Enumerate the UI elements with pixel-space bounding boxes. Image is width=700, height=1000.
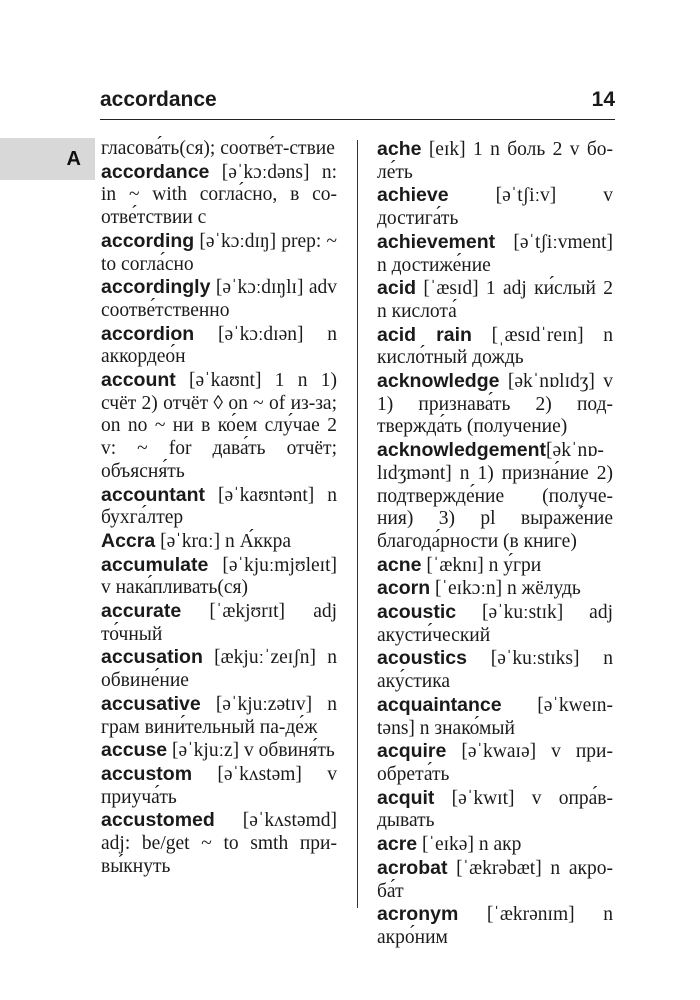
entry-transcription: [əˈkaʊntənt]: [218, 484, 315, 506]
entry-body: n знако́мый: [419, 717, 515, 739]
entry-headword: acorn: [377, 577, 431, 600]
entry-headword: accustomed: [101, 809, 215, 832]
entry-continuation: гласова́ть(ся); соотве́т-ствие: [101, 138, 335, 159]
entry-headword: accountant: [101, 483, 206, 506]
dictionary-entry: [101, 230, 337, 276]
dictionary-entry: [101, 276, 337, 322]
entry-body: n аку́стика: [377, 648, 614, 693]
dictionary-entry: [101, 693, 337, 739]
entry-headword: acre: [377, 833, 418, 856]
entry-headword: acrobat: [377, 856, 448, 879]
letter-tab-label: A: [66, 148, 81, 170]
entry-transcription: [eɪk]: [428, 139, 466, 160]
letter-tab: [0, 138, 95, 180]
entry-headword: acoustics: [377, 647, 467, 670]
entry-body: adj акусти́ческий: [377, 602, 613, 646]
dictionary-entry: [101, 600, 337, 646]
entry-body: n 1) призна́ние 2) подтвержде́ние (получе-ния) 3) pl выраже́ние благода́рности (в книге): [377, 462, 614, 552]
entry-headword: accordance: [101, 160, 210, 183]
entry-body: 1 adj ки́слый 2 n кислота́: [377, 278, 613, 322]
dictionary-entry: [377, 138, 613, 184]
dictionary-entry: [377, 277, 613, 323]
dictionary-entry: [377, 833, 613, 857]
entry-transcription: [əˈkuːstɪk]: [482, 602, 564, 624]
dictionary-entry: [377, 370, 613, 439]
entry-body: n А́ккра: [224, 530, 292, 552]
entry-body: v нака́пливать(ся): [101, 577, 249, 599]
entry-body: n достиже́ние: [377, 254, 491, 276]
entry-body: v приуча́ть: [101, 763, 338, 808]
entry-body: n бухга́лтер: [101, 484, 337, 529]
entry-headword: according: [101, 229, 195, 252]
entry-headword: acronym: [377, 903, 459, 926]
dictionary-entry: [101, 554, 337, 600]
header-rule: [100, 119, 615, 120]
entry-headword: accurate: [101, 600, 182, 623]
entry-headword: acoustic: [377, 601, 457, 624]
entry-body: v 1) признава́ть 2) под-твержда́ть (получение): [377, 371, 614, 438]
entry-transcription: [əˈkʌstəmd]: [242, 810, 337, 832]
entry-body: n: in ~ with согла́сно, в со-отве́тствии с: [101, 161, 337, 229]
column-divider: [357, 140, 358, 908]
entry-transcription: [əˈkʌstəm]: [217, 763, 302, 785]
dictionary-entry: [377, 184, 613, 230]
dictionary-entry: [377, 231, 613, 277]
entry-body: v при-обрета́ть: [377, 741, 613, 785]
entry-body: prep: ~ to согла́сно: [101, 230, 338, 275]
entry-transcription: [əˈkjuːzətɪv]: [215, 693, 313, 715]
entry-body: v обвиня́ть: [244, 740, 335, 762]
dictionary-entry: [101, 484, 337, 530]
right-column: [377, 138, 613, 950]
dictionary-entry: [377, 740, 613, 786]
entry-headword: accumulate: [101, 553, 209, 576]
running-headword: accordance: [100, 88, 217, 111]
entry-body: n грам вини́тельный па-де́ж: [101, 693, 337, 738]
entry-transcription: [ækjuːˈzeɪʃn]: [214, 647, 316, 669]
dictionary-entry: [101, 161, 337, 230]
entry-transcription: [əˈkaʊnt]: [189, 370, 262, 392]
entry-transcription: [əˈkuːstɪks]: [490, 648, 580, 670]
entry-transcription: [əˈkɔːdɪən]: [217, 323, 304, 345]
entry-headword: accusation: [101, 646, 203, 669]
entry-transcription: [əkˈnɒ-lɪdʒmənt]: [377, 440, 604, 484]
entry-body: 1 n 1) счёт 2) отчёт ◊ on ~ of из-за; on no ~ ни в ко́ем слу́чае 2 v: ~ for дава́ть отчёт; объясня́ть: [101, 370, 337, 482]
dictionary-entry: [101, 530, 337, 554]
left-column: [101, 138, 337, 879]
entry-headword: achieve: [377, 184, 449, 207]
page-number: 14: [591, 88, 615, 111]
entry-transcription: [ˈækrənɪm]: [486, 904, 575, 926]
dictionary-entry: [377, 601, 613, 647]
entry-body: adj: be/get ~ to smth при-вы́кнуть: [101, 833, 337, 877]
dictionary-entry: [377, 857, 613, 903]
entry-transcription: [əˈkjuːz]: [172, 740, 240, 762]
entry-transcription: [ˈeɪkə]: [422, 834, 474, 856]
entry-body: 1 n боль 2 v бо-ле́ть: [377, 139, 613, 183]
entry-headword: accuse: [101, 739, 168, 762]
entry-transcription: [əˈtʃiːvment]: [513, 231, 613, 253]
entry-headword: acid: [377, 277, 417, 300]
entry-transcription: [ˈæsɪd]: [423, 278, 479, 300]
entry-transcription: [ˌæsɪdˈreɪn]: [491, 324, 584, 346]
entry-transcription: [əˈkwɪt]: [451, 787, 515, 809]
dictionary-entry: [101, 763, 337, 809]
entry-headword: account: [101, 369, 176, 392]
entry-headword: Accra: [101, 529, 156, 552]
dictionary-entry: [377, 694, 613, 740]
entry-headword: acquaintance: [377, 693, 502, 716]
dictionary-entry: [377, 324, 613, 370]
dictionary-entry: [377, 439, 613, 554]
dictionary-entry: [377, 903, 613, 949]
entry-transcription: [əkˈnɒlɪdʒ]: [507, 371, 595, 393]
entry-body: n обвине́ние: [101, 647, 338, 692]
dictionary-entry: [101, 323, 337, 369]
page-header: [100, 88, 615, 118]
entry-headword: accustom: [101, 762, 193, 785]
dictionary-entry: [377, 647, 613, 693]
entry-body: adv соотве́тственно: [101, 277, 337, 321]
entry-transcription: [əˈkjuːmjʊleɪt]: [222, 554, 337, 576]
entry-transcription: [əˈkrɑː]: [160, 530, 221, 552]
entry-headword: acknowledgement: [377, 439, 547, 462]
entry-transcription: [ˈækrəbæt]: [456, 857, 542, 879]
dictionary-entry: [377, 577, 613, 601]
entry-body: v достига́ть: [377, 185, 614, 230]
entry-body: n аккордео́н: [101, 323, 338, 368]
entry-headword: acid rain: [377, 323, 472, 346]
dictionary-entry: [377, 554, 613, 578]
entry-headword: ache: [377, 138, 422, 160]
dictionary-entry: [101, 739, 337, 763]
entry-transcription: [əˈkweɪn-təns]: [377, 694, 613, 739]
entry-transcription: [əˈtʃiːv]: [495, 185, 557, 207]
entry-body: adj то́чный: [101, 601, 338, 645]
dictionary-entry: [377, 787, 613, 833]
entry-headword: acquit: [377, 786, 435, 809]
entry-headword: accordingly: [101, 276, 211, 299]
dictionary-entry: [101, 809, 337, 878]
entry-body: n акр: [478, 834, 522, 856]
dictionary-entry: [101, 646, 337, 692]
entry-body: v опра́в-дывать: [377, 787, 613, 832]
entry-body: n у́гри: [488, 554, 542, 576]
entry-headword: achievement: [377, 230, 496, 253]
entry-headword: accordion: [101, 322, 195, 345]
entry-transcription: [ˈeɪkɔːn]: [434, 578, 503, 600]
entry-body: n акро́ним: [377, 904, 613, 948]
dictionary-entry: [101, 138, 337, 161]
entry-transcription: [əˈkɔːdɪŋlɪ]: [215, 277, 304, 299]
entry-transcription: [ˈækjʊrɪt]: [209, 601, 286, 623]
entry-body: n жёлудь: [507, 578, 581, 600]
entry-transcription: [əˈkwaɪə]: [461, 741, 537, 763]
entry-headword: accusative: [101, 692, 201, 715]
entry-headword: acquire: [377, 740, 447, 763]
entry-headword: acknowledge: [377, 370, 500, 393]
entry-transcription: [ˈæknɪ]: [426, 554, 484, 576]
dictionary-entry: [101, 369, 337, 484]
entry-body: n акро-ба́т: [377, 857, 613, 902]
entry-body: n кисло́тный дождь: [377, 324, 614, 369]
entry-headword: acne: [377, 553, 422, 576]
entry-transcription: [əˈkɔːdəns]: [221, 161, 310, 183]
entry-transcription: [əˈkɔːdɪŋ]: [199, 230, 277, 252]
